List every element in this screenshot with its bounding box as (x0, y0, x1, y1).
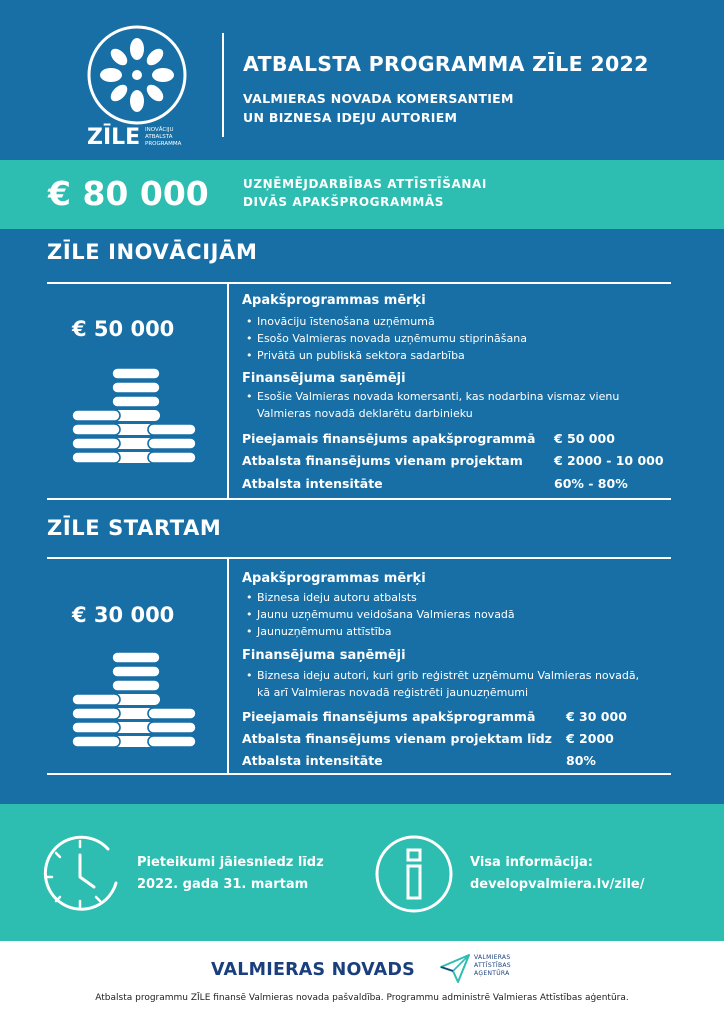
header-subtitle-line2: UN BIZNESA IDEJU AUTORIEM (243, 110, 458, 125)
section2-row-label: Pieejamais finansējums apakšprogrammā (242, 709, 536, 724)
coins-icon (68, 646, 198, 756)
list-item-continuation: kā arī Valmieras novadā reģistrēti jaunuzņēmumi (257, 686, 529, 699)
section1-amount: € 50 000 (72, 317, 175, 341)
list-item: • Biznesa ideju autoru atbalsts (246, 591, 417, 604)
section2-row-value: € 30 000 (566, 709, 627, 724)
coins-icon (68, 362, 198, 472)
svg-text:PROGRAMMA: PROGRAMMA (145, 141, 182, 147)
section1-row-label: Atbalsta intensitāte (242, 476, 383, 491)
total-amount: € 80 000 (48, 174, 209, 213)
section2-row-value: 80% (566, 753, 596, 768)
section1-recipients-title: Finansējuma saņēmēji (242, 371, 406, 386)
agency-logo-icon (438, 951, 472, 985)
valmieras-novads-logo: VALMIERAS NOVADS (211, 960, 415, 980)
section2-row-value: € 2000 (566, 731, 614, 746)
list-item: • Esošo Valmieras novada uzņēmumu stiprināšana (246, 332, 527, 345)
info-line1: Visa informācija: (470, 855, 593, 870)
svg-text:INOVĀCIJU: INOVĀCIJU (145, 127, 174, 133)
list-item: • Privātā un publiskā sektora sadarbība (246, 349, 465, 362)
section2-amount: € 30 000 (72, 603, 175, 627)
section-title-startam: ZĪLE STARTAM (47, 516, 222, 540)
band-text-line1: UZŅĒMĒJDARBĪBAS ATTĪSTĪŠANAI (243, 177, 487, 191)
section-title-inovacijam: ZĪLE INOVĀCIJĀM (47, 240, 258, 264)
section2-vertical-rule (227, 557, 229, 775)
section1-vertical-rule (227, 282, 229, 500)
info-link[interactable]: developvalmiera.lv/zile/ (470, 877, 645, 892)
header-subtitle-line1: VALMIERAS NOVADA KOMERSANTIEM (243, 91, 514, 106)
section1-row-label: Pieejamais finansējums apakšprogrammā (242, 431, 536, 446)
section2-goals-title: Apakšprogrammas mērķi (242, 571, 426, 586)
section2-top-rule (47, 557, 671, 559)
list-item: • Inovāciju īstenošana uzņēmumā (246, 315, 435, 328)
list-item-continuation: Valmieras novadā deklarētu darbinieku (257, 407, 473, 420)
list-item: • Jaunu uzņēmumu veidošana Valmieras novadā (246, 608, 515, 621)
section1-top-rule (47, 282, 671, 284)
svg-text:ATBALSTA: ATBALSTA (145, 134, 173, 140)
footer-note: Atbalsta programmu ZĪLE finansē Valmieras novada pašvaldība. Programmu administrē Valmieras Attīstības aģentūra. (95, 993, 629, 1003)
section1-row-value: € 2000 - 10 000 (554, 453, 664, 468)
zile-logo (85, 25, 189, 151)
list-item: • Esošie Valmieras novada komersanti, kas nodarbina vismaz vienu (246, 390, 620, 403)
section1-row-label: Atbalsta finansējums vienam projektam (242, 453, 523, 468)
section1-bottom-rule (47, 498, 671, 500)
section2-row-label: Atbalsta intensitāte (242, 753, 383, 768)
deadline-line2: 2022. gada 31. martam (137, 877, 309, 892)
header-divider (222, 33, 224, 137)
agency-name-line1: VALMIERAS (474, 954, 511, 961)
info-icon (374, 834, 454, 914)
section1-row-value: € 50 000 (554, 431, 615, 446)
section2-recipients-title: Finansējuma saņēmēji (242, 648, 406, 663)
list-item: • Biznesa ideju autori, kuri grib reģistrēt uzņēmumu Valmieras novadā, (246, 669, 640, 682)
clock-icon (40, 835, 124, 913)
section2-bottom-rule (47, 773, 671, 775)
page-title: ATBALSTA PROGRAMMA ZĪLE 2022 (243, 52, 649, 76)
agency-name-line2: ATTĪSTĪBAS (474, 962, 511, 969)
section1-row-value: 60% - 80% (554, 476, 628, 491)
svg-text:ZĪLE: ZĪLE (87, 125, 141, 150)
band-text-line2: DIVĀS APAKŠPROGRAMMĀS (243, 195, 445, 209)
section1-goals-title: Apakšprogrammas mērķi (242, 293, 426, 308)
section2-row-label: Atbalsta finansējums vienam projektam līdz (242, 731, 552, 746)
deadline-line1: Pieteikumi jāiesniedz līdz (137, 855, 324, 870)
list-item: • Jaunuzņēmumu attīstība (246, 625, 392, 638)
agency-name-line3: AĢENTŪRA (474, 970, 510, 977)
